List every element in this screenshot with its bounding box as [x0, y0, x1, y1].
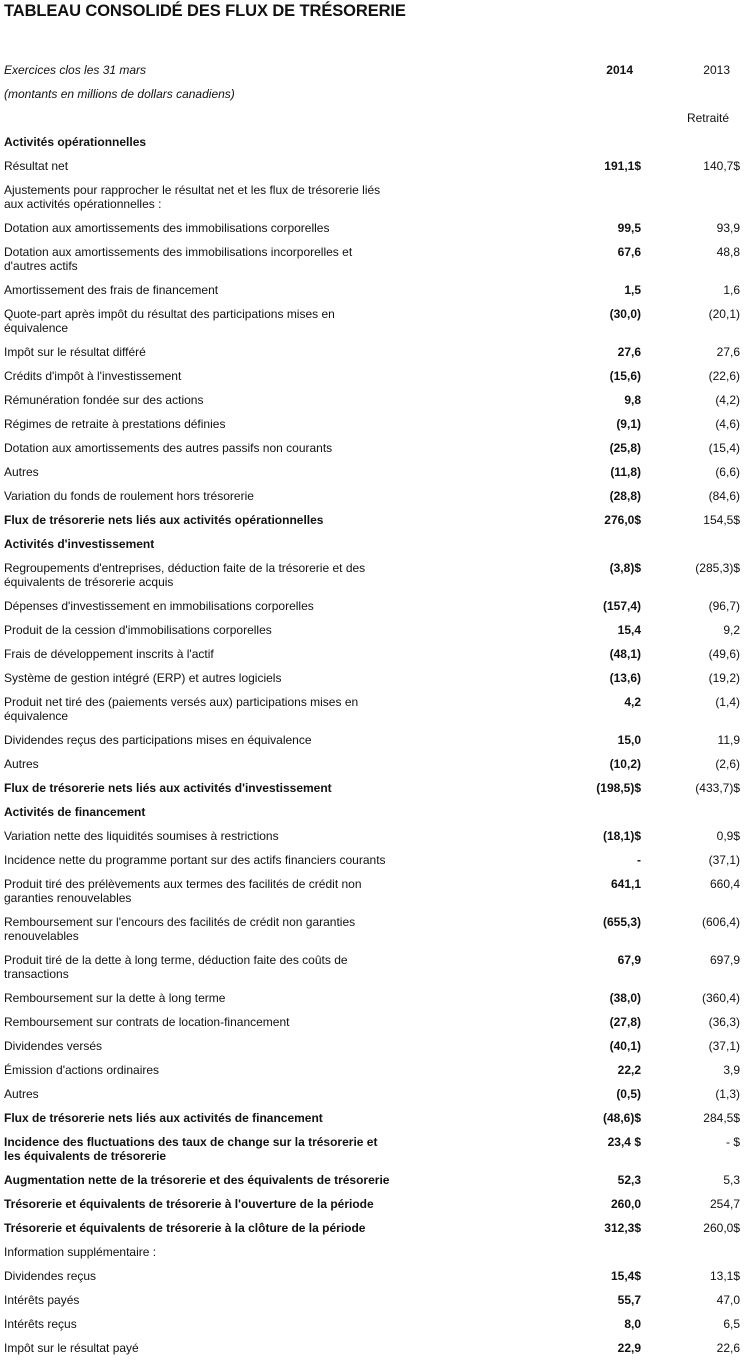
value-2014: (157,4)	[602, 599, 641, 613]
page-title: TABLEAU CONSOLIDÉ DES FLUX DE TRÉSORERIE	[4, 2, 406, 20]
value-2013: (4,6)	[715, 417, 740, 431]
row-label: Remboursement sur la dette à long terme	[4, 991, 226, 1005]
row-label: Variation nette des liquidités soumises à restrictions	[4, 829, 279, 843]
value-2013: - $	[725, 1135, 740, 1149]
value-2014: 15,4$	[610, 1269, 641, 1283]
value-2013: (22,6)	[708, 369, 740, 383]
value-2014: (655,3)	[602, 915, 641, 929]
value-2013: (6,6)	[715, 465, 740, 479]
value-2013: (19,2)	[708, 671, 740, 685]
row-label: Amortissement des frais de financement	[4, 283, 219, 297]
value-2013: 260,0$	[703, 1221, 740, 1235]
value-2014: (10,2)	[609, 757, 641, 771]
value-2014: (40,1)	[609, 1039, 641, 1053]
row-label: Autres	[4, 757, 39, 771]
value-2014: 191,1$	[604, 159, 641, 173]
value-2013: 9,2	[723, 623, 740, 637]
row-label: Crédits d'impôt à l'investissement	[4, 369, 182, 383]
value-2014: (11,8)	[610, 465, 641, 479]
row-label: Produit net tiré des (paiements versés aux) participations mises en équivalence	[4, 695, 359, 723]
value-2013: 284,5$	[703, 1111, 740, 1125]
value-2013: (96,7)	[708, 599, 740, 613]
row-label: Remboursement sur contrats de location-financement	[4, 1015, 290, 1029]
value-2014: 8,0	[624, 1317, 641, 1331]
row-label: Information supplémentaire :	[4, 1245, 157, 1259]
row-label: Ajustements pour rapprocher le résultat net et les flux de trésorerie liés aux activités opérationnelles :	[4, 183, 381, 211]
value-2014: (48,1)	[609, 647, 641, 661]
value-2014: (0,5)	[616, 1087, 641, 1101]
value-2013: 254,7	[709, 1197, 740, 1211]
value-2013: 3,9	[723, 1063, 740, 1077]
row-label: Impôt sur le résultat payé	[4, 1341, 139, 1355]
value-2014: 1,5	[624, 283, 641, 297]
value-2014: (198,5)$	[596, 781, 641, 795]
row-label: Rémunération fondée sur des actions	[4, 393, 204, 407]
value-2014: 260,0	[610, 1197, 641, 1211]
value-2013: 47,0	[716, 1293, 740, 1307]
row-label: Flux de trésorerie nets liés aux activités opérationnelles	[4, 513, 324, 527]
value-2014: (25,8)	[609, 441, 641, 455]
row-label: Impôt sur le résultat différé	[4, 345, 146, 359]
row-label: Incidence des fluctuations des taux de change sur la trésorerie et les équivalents de trésorerie	[4, 1135, 378, 1163]
value-2014: 9,8	[624, 393, 641, 407]
row-label: Produit tiré des prélèvements aux termes des facilités de crédit non garanties renouvelables	[4, 877, 362, 905]
value-2014: 312,3$	[604, 1221, 641, 1235]
row-label: Dépenses d'investissement en immobilisations corporelles	[4, 599, 314, 613]
value-2014: 67,6	[617, 245, 641, 259]
period-label: Exercices clos les 31 mars	[4, 63, 147, 77]
row-label: Activités d'investissement	[4, 537, 155, 551]
value-2013: (433,7)$	[695, 781, 740, 795]
value-2013: 93,9	[716, 221, 740, 235]
row-label: Produit tiré de la dette à long terme, déduction faite des coûts de transactions	[4, 953, 348, 981]
value-2013: (606,4)	[701, 915, 740, 929]
value-2013: 22,6	[716, 1341, 740, 1355]
row-label: Dividendes reçus	[4, 1269, 97, 1283]
value-2013: (15,4)	[708, 441, 740, 455]
value-2014: (30,0)	[609, 307, 641, 321]
row-label: Flux de trésorerie nets liés aux activités d'investissement	[4, 781, 332, 795]
value-2014: 52,3	[617, 1173, 641, 1187]
row-label: Intérêts payés	[4, 1293, 80, 1307]
row-label: Trésorerie et équivalents de trésorerie à la clôture de la période	[4, 1221, 366, 1235]
value-2014: -	[637, 853, 641, 867]
row-label: Résultat net	[4, 159, 69, 173]
value-2014: 15,0	[617, 733, 641, 747]
value-2013: (84,6)	[708, 489, 740, 503]
row-label: Régimes de retraite à prestations définies	[4, 417, 226, 431]
value-2013: (1,3)	[715, 1087, 740, 1101]
value-2014: (9,1)	[616, 417, 641, 431]
row-label: Émission d'actions ordinaires	[4, 1063, 160, 1077]
value-2014: 641,1	[610, 877, 641, 891]
row-label: Produit de la cession d'immobilisations corporelles	[4, 623, 272, 637]
value-2013: (1,4)	[715, 695, 740, 709]
row-label: Dividendes reçus des participations mises en équivalence	[4, 733, 312, 747]
value-2014: (48,6)$	[602, 1111, 641, 1125]
value-2014: 23,4 $	[607, 1135, 641, 1149]
value-2013: 0,9$	[716, 829, 740, 843]
value-2013: (20,1)	[708, 307, 740, 321]
column-header-2013: 2013	[703, 63, 730, 77]
value-2014: 4,2	[624, 695, 641, 709]
row-label: Incidence nette du programme portant sur des actifs financiers courants	[4, 853, 386, 867]
row-label: Système de gestion intégré (ERP) et autres logiciels	[4, 671, 282, 685]
value-2013: 1,6	[723, 283, 740, 297]
value-2013: (36,3)	[708, 1015, 740, 1029]
row-label: Dotation aux amortissements des autres passifs non courants	[4, 441, 333, 455]
value-2014: (28,8)	[609, 489, 641, 503]
row-label: Activités opérationnelles	[4, 135, 147, 149]
value-2013: (37,1)	[708, 1039, 740, 1053]
value-2014: (13,6)	[609, 671, 641, 685]
row-label: Trésorerie et équivalents de trésorerie à l'ouverture de la période	[4, 1197, 374, 1211]
column-header-2014: 2014	[606, 63, 633, 77]
row-label: Augmentation nette de la trésorerie et des équivalents de trésorerie	[4, 1173, 390, 1187]
row-label: Intérêts reçus	[4, 1317, 77, 1331]
row-label: Regroupements d'entreprises, déduction faite de la trésorerie et des équivalents de trésorerie acquis	[4, 561, 366, 589]
value-2014: 27,6	[617, 345, 641, 359]
value-2014: 55,7	[617, 1293, 641, 1307]
row-label: Dotation aux amortissements des immobilisations corporelles	[4, 221, 330, 235]
value-2013: (49,6)	[708, 647, 740, 661]
value-2013: 5,3	[723, 1173, 740, 1187]
value-2013: (2,6)	[715, 757, 740, 771]
value-2014: (3,8)$	[609, 561, 641, 575]
row-label: Variation du fonds de roulement hors trésorerie	[4, 489, 254, 503]
value-2014: 22,2	[617, 1063, 641, 1077]
value-2014: 22,9	[617, 1341, 641, 1355]
value-2013: (4,2)	[715, 393, 740, 407]
value-2014: (27,8)	[609, 1015, 641, 1029]
row-label: Frais de développement inscrits à l'actif	[4, 647, 214, 661]
value-2013: 140,7$	[703, 159, 740, 173]
value-2014: 15,4	[617, 623, 641, 637]
row-label: Quote-part après impôt du résultat des participations mises en équivalence	[4, 307, 335, 335]
row-label: Dotation aux amortissements des immobilisations incorporelles et d'autres actifs	[4, 245, 353, 273]
value-2013: 11,9	[717, 733, 740, 747]
value-2013: 154,5$	[703, 513, 740, 527]
row-label: Flux de trésorerie nets liés aux activités de financement	[4, 1111, 323, 1125]
value-2013: 6,5	[723, 1317, 740, 1331]
row-label: Autres	[4, 465, 39, 479]
value-2013: 27,6	[716, 345, 740, 359]
value-2013: 48,8	[716, 245, 740, 259]
value-2014: (38,0)	[609, 991, 641, 1005]
value-2013: 13,1$	[709, 1269, 740, 1283]
value-2014: 99,5	[617, 221, 641, 235]
value-2014: (15,6)	[609, 369, 641, 383]
row-label: Dividendes versés	[4, 1039, 103, 1053]
value-2013: 697,9	[709, 953, 740, 967]
value-2013: (285,3)$	[695, 561, 740, 575]
row-label: Activités de financement	[4, 805, 146, 819]
row-label: Remboursement sur l'encours des facilités de crédit non garanties renouvelables	[4, 915, 356, 943]
column-note-2013: Retraité	[686, 111, 729, 125]
value-2014: 67,9	[617, 953, 641, 967]
value-2013: 660,4	[709, 877, 740, 891]
value-2014: 276,0$	[604, 513, 641, 527]
units-label: (montants en millions de dollars canadiens)	[4, 87, 235, 101]
value-2014: (18,1)$	[602, 829, 641, 843]
value-2013: (360,4)	[701, 991, 740, 1005]
row-label: Autres	[4, 1087, 39, 1101]
value-2013: (37,1)	[708, 853, 740, 867]
